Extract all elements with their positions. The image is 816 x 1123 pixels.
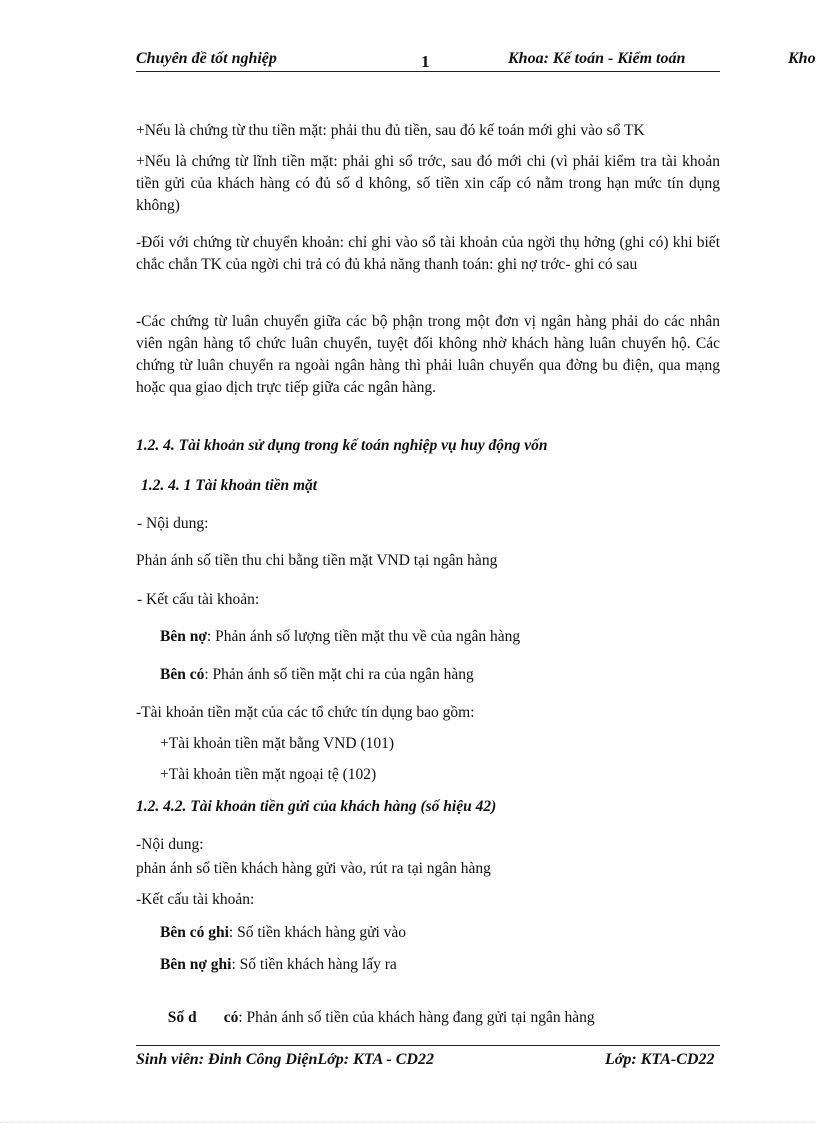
ben-co-text: : Phản ánh số tiền mặt chi ra của ngân hàng — [204, 666, 474, 683]
tk-bao-gom: -Tài khoản tiền mặt của các tổ chức tín dụng bao gồm: — [136, 704, 475, 721]
so-du-text: : Phản ánh số tiền của khách hàng đang gửi tại ngân hàng — [238, 1009, 595, 1026]
heading-1-2-4-2: 1.2. 4.2. Tài khoản tiền gửi của khách hàng (số hiệu 42) — [136, 798, 497, 815]
ben-co-line — [160, 664, 474, 686]
ben-co-ghi-line — [160, 922, 406, 944]
tk-102: +Tài khoản tiền mặt ngoại tệ (102) — [160, 766, 377, 783]
para-chuyen-khoan: -Đối với chứng từ chuyển khoản: chỉ ghi vào sổ tài khoản của ngời thụ hởng (ghi có) khi biết chắc chắn TK của ngời chi trả có đủ khả năng thanh toán: ghi nợ trớc- ghi có sau — [136, 234, 720, 273]
ket-cau-label-2: -Kết cấu tài khoản: — [136, 891, 255, 908]
ben-no-ghi-label: Bên nợ ghi — [160, 956, 232, 973]
ben-no-line — [160, 626, 520, 648]
footer-class: Lớp: KTA-CD22 — [605, 1051, 715, 1068]
heading-1-2-4-1: 1.2. 4. 1 Tài khoản tiền mặt — [141, 477, 318, 494]
footer-student: Sinh viên: Đinh Công DiệnLớp: KTA - CD22 — [136, 1051, 434, 1068]
ben-no-text: : Phản ánh số lượng tiền mặt thu về của ngân hàng — [206, 628, 521, 645]
ben-co-ghi-text: : Số tiền khách hàng gửi vào — [228, 924, 407, 941]
header-right-cut: Kho — [788, 50, 816, 67]
phan-anh-text-2: phản ánh số tiền khách hàng gửi vào, rút ra tại ngân hàng — [136, 860, 491, 877]
header-rule — [136, 71, 720, 72]
ben-no-ghi-text: : Số tiền khách hàng lấy ra — [231, 956, 397, 973]
ben-co-label: Bên có — [160, 666, 205, 683]
ket-cau-label-1: - Kết cấu tài khoản: — [137, 591, 260, 608]
page-number: 1 — [421, 52, 430, 71]
ben-no-label: Bên nợ — [160, 628, 207, 645]
para-thu-tien-mat: +Nếu là chứng từ thu tiền mặt: phải thu đủ tiền, sau đó kế toán mới ghi vào sổ TK — [136, 122, 645, 139]
header-left: Chuyên đề tốt nghiệp — [136, 50, 277, 67]
para-linh-tien-mat: +Nếu là chứng từ lĩnh tiền mặt: phải ghi sổ trớc, sau đó mới chi (vì phải kiểm tra tài khoản tiền gửi của khách hàng có đủ số d không, số tiền xin cấp có nằm trong hạn mức tín dụng không) — [136, 153, 720, 214]
para-luan-chuyen: -Các chứng từ luân chuyển giữa các bộ phận trong một đơn vị ngân hàng phải do các nhân viên ngân hàng tổ chức luân chuyển, tuyệt đối không nhờ khách hàng luân chuyển hộ. Các chứng từ luân chuyển ra ngoài ngân hàng thì phải luân chuyển qua đờng bu điện, qua mạng hoặc qua giao dịch trực tiếp giữa các ngân hàng. — [136, 313, 720, 396]
so-du-line — [160, 985, 595, 1029]
so-du-label: Số d có — [167, 1009, 239, 1026]
noi-dung-label-1: - Nội dung: — [137, 515, 209, 532]
noi-dung-label-2: -Nội dung: — [136, 836, 204, 853]
footer-rule — [136, 1045, 720, 1046]
ben-co-ghi-label: Bên có ghi — [160, 924, 229, 941]
tk-101: +Tài khoản tiền mặt bằng VND (101) — [160, 735, 395, 752]
header-center: Khoa: Kế toán - Kiểm toán — [508, 50, 686, 67]
ben-no-ghi-line — [160, 954, 397, 976]
heading-1-2-4: 1.2. 4. Tài khoản sử dụng trong kế toán nghiệp vụ huy động vốn — [136, 437, 548, 454]
phan-anh-text-1: Phản ánh số tiền thu chi bằng tiền mặt VND tại ngân hàng — [136, 552, 498, 569]
